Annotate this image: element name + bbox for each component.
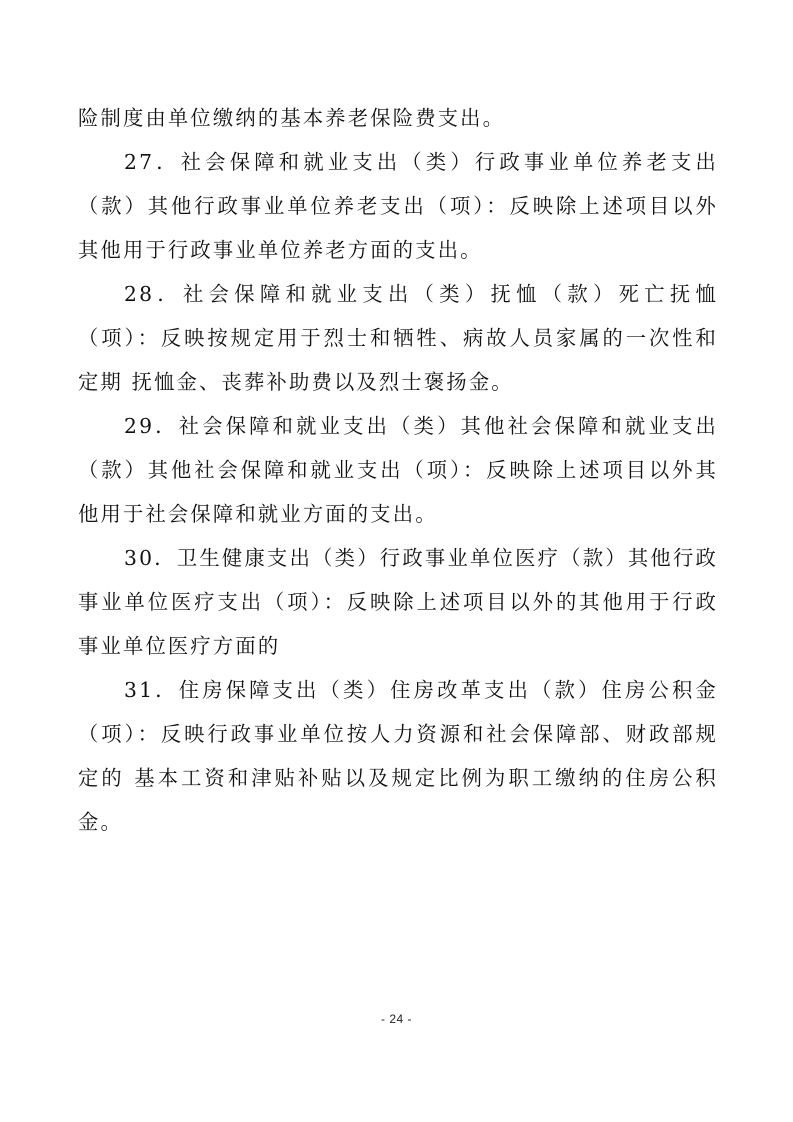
paragraph-item-27: 27．社会保障和就业支出（类）行政事业单位养老支出（款）其他行政事业单位养老支出（项）：反映除上述项目以外其他用于行政事业单位养老方面的支出。	[78, 150, 718, 262]
paragraph-continuation: 险制度由单位缴纳的基本养老保险费支出。	[78, 106, 506, 130]
paragraph-item-30: 30．卫生健康支出（类）行政事业单位医疗（款）其他行政事业单位医疗支出（项）：反映除上述项目以外的其他用于行政事业单位医疗方面的	[78, 546, 718, 658]
paragraph-item-28: 28．社会保障和就业支出（类）抚恤（款）死亡抚恤（项）：反映按规定用于烈士和牺牲、病故人员家属的一次性和定期 抚恤金、丧葬补助费以及烈士褒扬金。	[78, 282, 718, 394]
paragraph-item-31: 31．住房保障支出（类）住房改革支出（款）住房公积金（项）：反映行政事业单位按人力资源和社会保障部、财政部规定的 基本工资和津贴补贴以及规定比例为职工缴纳的住房公积金。	[78, 678, 718, 834]
document-body	[78, 96, 718, 844]
paragraph-item-29: 29．社会保障和就业支出（类）其他社会保障和就业支出（款）其他社会保障和就业支出（项）：反映除上述项目以外其他用于社会保障和就业方面的支出。	[78, 414, 718, 526]
page-number: - 24 -	[380, 1012, 412, 1026]
